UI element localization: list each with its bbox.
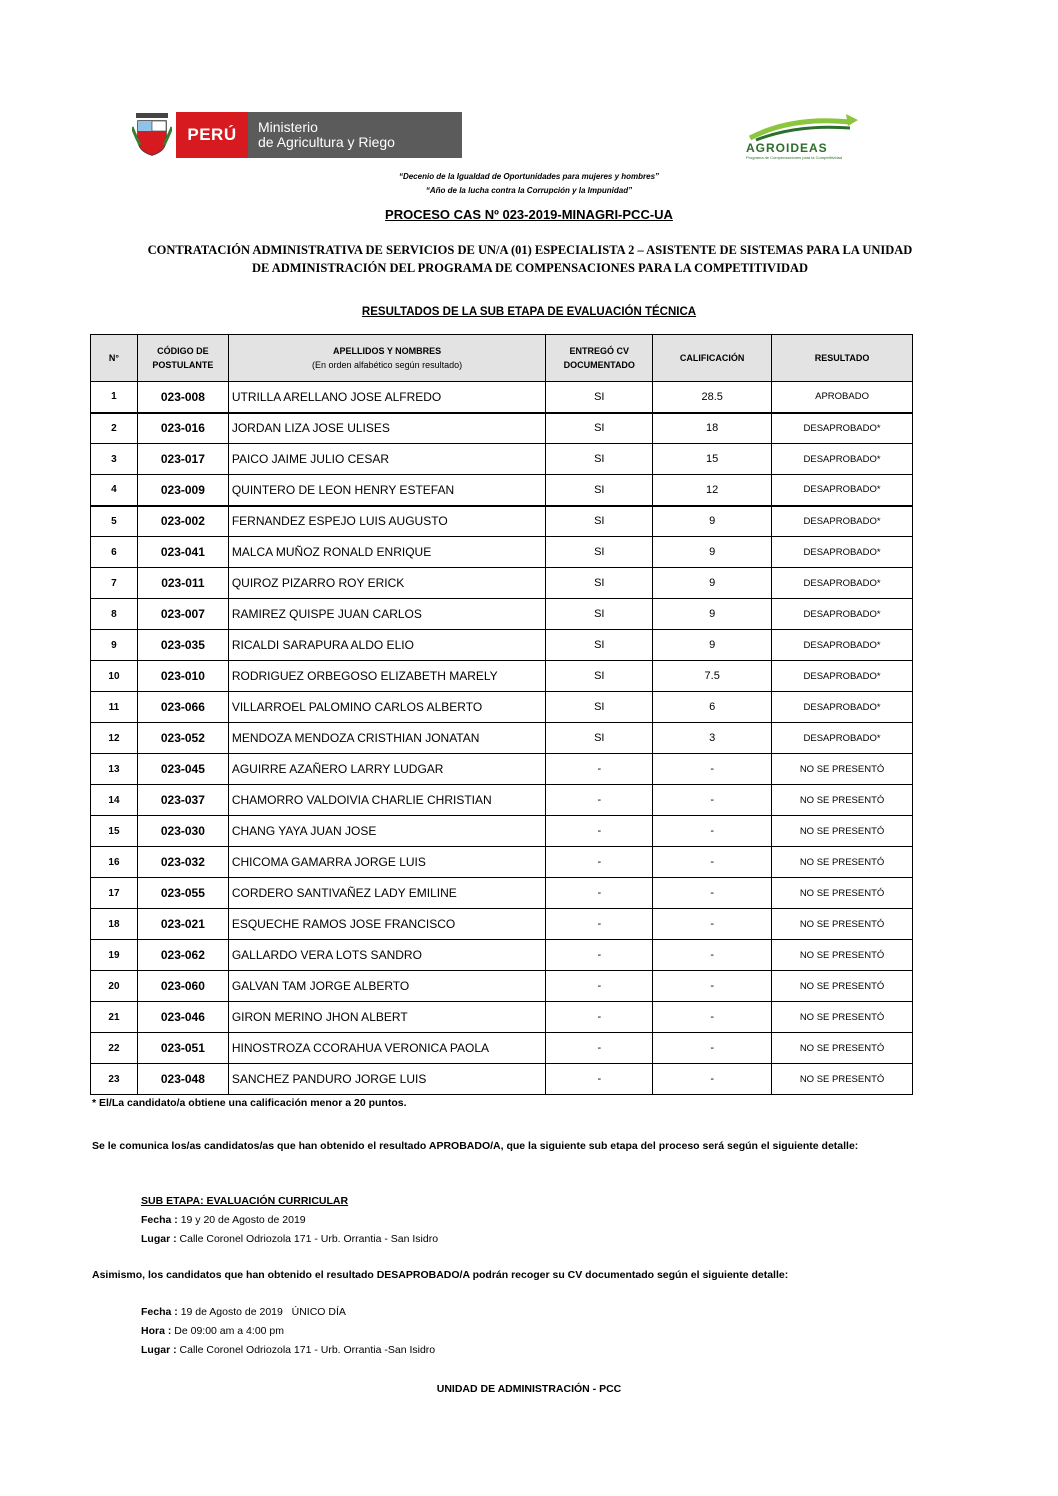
- row-score: -: [653, 940, 772, 971]
- row-name: RODRIGUEZ ORBEGOSO ELIZABETH MARELY: [228, 661, 545, 692]
- footnote: * El/La candidato/a obtiene una calificación menor a 20 puntos.: [92, 1097, 407, 1109]
- header-result: RESULTADO: [772, 335, 913, 382]
- footer-signature: UNIDAD DE ADMINISTRACIÓN - PCC: [436, 1383, 622, 1395]
- table-row: [91, 692, 913, 723]
- process-title: PROCESO CAS Nº 023-2019-MINAGRI-PCC-UA: [385, 207, 673, 222]
- row-result: NO SE PRESENTÓ: [772, 847, 913, 878]
- row-score: -: [653, 1002, 772, 1033]
- row-name: JORDAN LIZA JOSE ULISES: [228, 413, 545, 444]
- table-row: [91, 723, 913, 754]
- row-code: 023-008: [137, 382, 228, 413]
- table-row: [91, 909, 913, 940]
- row-num: 16: [91, 847, 138, 878]
- table-row: [91, 475, 913, 506]
- main-title-line2: DE ADMINISTRACIÓN DEL PROGRAMA DE COMPENSACIONES PARA LA COMPETITIVIDAD: [251, 261, 809, 275]
- agroideas-arrow-icon: [742, 112, 862, 142]
- row-name: PAICO JAIME JULIO CESAR: [228, 444, 545, 475]
- row-num: 20: [91, 971, 138, 1002]
- agroideas-logo: [742, 112, 862, 160]
- row-result: DESAPROBADO*: [772, 475, 913, 506]
- row-num: 1: [91, 382, 138, 413]
- row-num: 18: [91, 909, 138, 940]
- row-name: VILLARROEL PALOMINO CARLOS ALBERTO: [228, 692, 545, 723]
- table-row: [91, 754, 913, 785]
- row-cv: SI: [546, 599, 653, 630]
- row-cv: SI: [546, 630, 653, 661]
- ministry-label: [248, 112, 462, 158]
- row-result: NO SE PRESENTÓ: [772, 754, 913, 785]
- row-code: 023-066: [137, 692, 228, 723]
- header-cv-line1: ENTREGÓ CV: [569, 346, 630, 356]
- row-num: 6: [91, 537, 138, 568]
- row-result: DESAPROBADO*: [772, 661, 913, 692]
- row-cv: -: [546, 909, 653, 940]
- row-score: -: [653, 878, 772, 909]
- agroideas-tagline: Programa de Compensaciones para la Competitividad: [746, 155, 843, 160]
- row-score: 7.5: [653, 661, 772, 692]
- row-score: 9: [653, 599, 772, 630]
- row-code: 023-048: [137, 1064, 228, 1095]
- row-name: FERNANDEZ ESPEJO LUIS AUGUSTO: [228, 506, 545, 537]
- row-cv: SI: [546, 413, 653, 444]
- row-num: 17: [91, 878, 138, 909]
- row-result: DESAPROBADO*: [772, 444, 913, 475]
- row-result: NO SE PRESENTÓ: [772, 909, 913, 940]
- row-name: MENDOZA MENDOZA CRISTHIAN JONATAN: [228, 723, 545, 754]
- row-name: HINOSTROZA CCORAHUA VERONICA PAOLA: [228, 1033, 545, 1064]
- row-code: 023-041: [137, 537, 228, 568]
- table-row: [91, 444, 913, 475]
- next-stage-date: 19 y 20 de Agosto de 2019: [180, 1214, 306, 1226]
- header-code: [137, 335, 228, 382]
- row-num: 19: [91, 940, 138, 971]
- pickup-day: ÚNICO DÍA: [291, 1306, 346, 1318]
- row-name: GALVAN TAM JORGE ALBERTO: [228, 971, 545, 1002]
- row-code: 023-032: [137, 847, 228, 878]
- row-name: UTRILLA ARELLANO JOSE ALFREDO: [228, 382, 545, 413]
- pickup-block: [141, 1303, 435, 1360]
- row-result: NO SE PRESENTÓ: [772, 971, 913, 1002]
- row-result: APROBADO: [772, 382, 913, 413]
- row-code: 023-035: [137, 630, 228, 661]
- row-code: 023-037: [137, 785, 228, 816]
- row-name: MALCA MUÑOZ RONALD ENRIQUE: [228, 537, 545, 568]
- row-cv: SI: [546, 661, 653, 692]
- row-num: 10: [91, 661, 138, 692]
- row-result: NO SE PRESENTÓ: [772, 940, 913, 971]
- row-code: 023-030: [137, 816, 228, 847]
- pickup-time-label: Hora :: [141, 1325, 172, 1337]
- row-cv: -: [546, 785, 653, 816]
- row-cv: -: [546, 816, 653, 847]
- table-row: [91, 785, 913, 816]
- row-num: 3: [91, 444, 138, 475]
- table-row: [91, 413, 913, 444]
- row-score: 28.5: [653, 382, 772, 413]
- row-score: 9: [653, 568, 772, 599]
- year-quote: “Año de la lucha contra la Corrupción y la Impunidad”: [425, 186, 633, 195]
- pickup-place: Calle Coronel Odriozola 171 - Urb. Orrantia -San Isidro: [179, 1344, 436, 1356]
- row-num: 7: [91, 568, 138, 599]
- row-name: AGUIRRE AZAÑERO LARRY LUDGAR: [228, 754, 545, 785]
- row-score: 6: [653, 692, 772, 723]
- row-code: 023-051: [137, 1033, 228, 1064]
- table-row: [91, 506, 913, 537]
- table-row: [91, 971, 913, 1002]
- row-cv: -: [546, 940, 653, 971]
- row-code: 023-045: [137, 754, 228, 785]
- pickup-date: 19 de Agosto de 2019: [180, 1306, 283, 1318]
- table-row: [91, 568, 913, 599]
- row-score: -: [653, 1033, 772, 1064]
- row-name: QUINTERO DE LEON HENRY ESTEFAN: [228, 475, 545, 506]
- section-title: RESULTADOS DE LA SUB ETAPA DE EVALUACIÓN TÉCNICA: [361, 306, 697, 318]
- approved-paragraph: Se le comunica los/as candidatos/as que han obtenido el resultado APROBADO/A, que la siguiente sub etapa del proceso será según el siguiente detalle:: [92, 1140, 859, 1152]
- row-score: -: [653, 785, 772, 816]
- row-num: 23: [91, 1064, 138, 1095]
- table-row: [91, 816, 913, 847]
- header-cv: [546, 335, 653, 382]
- row-cv: -: [546, 878, 653, 909]
- disapproved-paragraph: Asimismo, los candidatos que han obtenido el resultado DESAPROBADO/A podrán recoger su CV documentado según el siguiente detalle:: [92, 1269, 789, 1281]
- row-score: -: [653, 971, 772, 1002]
- row-code: 023-017: [137, 444, 228, 475]
- table-row: [91, 940, 913, 971]
- next-stage-block: [141, 1192, 438, 1249]
- row-cv: SI: [546, 537, 653, 568]
- results-body: [91, 382, 913, 1095]
- row-cv: SI: [546, 692, 653, 723]
- row-score: -: [653, 816, 772, 847]
- header-code-line2: POSTULANTE: [152, 360, 214, 370]
- row-code: 023-052: [137, 723, 228, 754]
- decade-quote: “Decenio de la Igualdad de Oportunidades para mujeres y hombres”: [398, 172, 660, 181]
- row-name: SANCHEZ PANDURO JORGE LUIS: [228, 1064, 545, 1095]
- pickup-time: De 09:00 am a 4:00 pm: [174, 1325, 284, 1337]
- row-result: NO SE PRESENTÓ: [772, 1033, 913, 1064]
- peru-label: PERÚ: [176, 112, 248, 158]
- row-score: 9: [653, 630, 772, 661]
- row-code: 023-009: [137, 475, 228, 506]
- row-name: GALLARDO VERA LOTS SANDRO: [228, 940, 545, 971]
- row-num: 9: [91, 630, 138, 661]
- ministry-line1: Ministerio: [258, 119, 318, 135]
- row-num: 14: [91, 785, 138, 816]
- row-score: 9: [653, 537, 772, 568]
- next-stage-place: Calle Coronel Odriozola 171 - Urb. Orrantia - San Isidro: [179, 1233, 439, 1245]
- table-row: [91, 537, 913, 568]
- row-cv: SI: [546, 444, 653, 475]
- row-code: 023-016: [137, 413, 228, 444]
- row-code: 023-002: [137, 506, 228, 537]
- row-cv: SI: [546, 475, 653, 506]
- row-num: 8: [91, 599, 138, 630]
- table-row: [91, 878, 913, 909]
- row-num: 2: [91, 413, 138, 444]
- table-row: [91, 847, 913, 878]
- table-row: [91, 1064, 913, 1095]
- row-result: NO SE PRESENTÓ: [772, 816, 913, 847]
- row-name: CHANG YAYA JUAN JOSE: [228, 816, 545, 847]
- row-name: CORDERO SANTIVAÑEZ LADY EMILINE: [228, 878, 545, 909]
- header-name: [228, 335, 545, 382]
- row-score: 12: [653, 475, 772, 506]
- main-title: [80, 241, 980, 277]
- header-code-line1: CÓDIGO DE: [157, 346, 209, 356]
- table-row: [91, 661, 913, 692]
- row-score: -: [653, 754, 772, 785]
- table-row: [91, 630, 913, 661]
- row-name: ESQUECHE RAMOS JOSE FRANCISCO: [228, 909, 545, 940]
- row-name: QUIROZ PIZARRO ROY ERICK: [228, 568, 545, 599]
- row-result: DESAPROBADO*: [772, 723, 913, 754]
- row-num: 5: [91, 506, 138, 537]
- pickup-date-label: Fecha :: [141, 1306, 178, 1318]
- row-name: RICALDI SARAPURA ALDO ELIO: [228, 630, 545, 661]
- row-cv: -: [546, 1064, 653, 1095]
- row-name: RAMIREZ QUISPE JUAN CARLOS: [228, 599, 545, 630]
- row-cv: -: [546, 971, 653, 1002]
- row-result: DESAPROBADO*: [772, 537, 913, 568]
- row-result: DESAPROBADO*: [772, 692, 913, 723]
- row-code: 023-062: [137, 940, 228, 971]
- row-num: 22: [91, 1033, 138, 1064]
- row-cv: -: [546, 754, 653, 785]
- row-score: 3: [653, 723, 772, 754]
- row-num: 15: [91, 816, 138, 847]
- agroideas-name: AGROIDEAS: [746, 141, 828, 155]
- row-cv: SI: [546, 382, 653, 413]
- row-code: 023-021: [137, 909, 228, 940]
- header-score: CALIFICACIÓN: [653, 335, 772, 382]
- row-score: 9: [653, 506, 772, 537]
- row-cv: SI: [546, 568, 653, 599]
- row-cv: SI: [546, 506, 653, 537]
- row-code: 023-055: [137, 878, 228, 909]
- main-title-line1: CONTRATACIÓN ADMINISTRATIVA DE SERVICIOS DE UN/A (01) ESPECIALISTA 2 – ASISTENTE DE SISTEMAS PARA LA UNIDAD: [147, 243, 913, 257]
- row-name: CHAMORRO VALDOIVIA CHARLIE CHRISTIAN: [228, 785, 545, 816]
- row-num: 4: [91, 475, 138, 506]
- row-result: DESAPROBADO*: [772, 506, 913, 537]
- row-code: 023-010: [137, 661, 228, 692]
- row-num: 13: [91, 754, 138, 785]
- row-result: DESAPROBADO*: [772, 568, 913, 599]
- table-row: [91, 1033, 913, 1064]
- row-cv: SI: [546, 723, 653, 754]
- header-name-line2: (En orden alfabético según resultado): [312, 360, 463, 370]
- table-row: [91, 599, 913, 630]
- row-cv: -: [546, 1002, 653, 1033]
- row-result: DESAPROBADO*: [772, 599, 913, 630]
- row-score: 15: [653, 444, 772, 475]
- row-result: NO SE PRESENTÓ: [772, 1064, 913, 1095]
- row-code: 023-060: [137, 971, 228, 1002]
- next-stage-date-label: Fecha :: [141, 1214, 178, 1226]
- row-code: 023-011: [137, 568, 228, 599]
- row-score: -: [653, 909, 772, 940]
- row-num: 11: [91, 692, 138, 723]
- minagri-logo: [128, 112, 462, 158]
- peru-coat-of-arms-icon: [128, 112, 176, 158]
- header-name-line1: APELLIDOS Y NOMBRES: [332, 346, 442, 356]
- row-num: 12: [91, 723, 138, 754]
- row-cv: -: [546, 847, 653, 878]
- pickup-place-label: Lugar :: [141, 1344, 177, 1356]
- table-row: [91, 382, 913, 413]
- row-result: NO SE PRESENTÓ: [772, 1002, 913, 1033]
- row-result: NO SE PRESENTÓ: [772, 878, 913, 909]
- row-result: NO SE PRESENTÓ: [772, 785, 913, 816]
- row-score: -: [653, 1064, 772, 1095]
- row-code: 023-046: [137, 1002, 228, 1033]
- row-score: 18: [653, 413, 772, 444]
- row-name: CHICOMA GAMARRA JORGE LUIS: [228, 847, 545, 878]
- row-result: DESAPROBADO*: [772, 630, 913, 661]
- header-num: N°: [91, 335, 138, 382]
- row-code: 023-007: [137, 599, 228, 630]
- row-score: -: [653, 847, 772, 878]
- next-stage-title: SUB ETAPA: EVALUACIÓN CURRICULAR: [141, 1195, 349, 1207]
- row-num: 21: [91, 1002, 138, 1033]
- results-table: [90, 334, 913, 1095]
- row-cv: -: [546, 1033, 653, 1064]
- table-header-row: [91, 335, 913, 382]
- row-name: GIRON MERINO JHON ALBERT: [228, 1002, 545, 1033]
- header-cv-line2: DOCUMENTADO: [563, 360, 635, 370]
- table-row: [91, 1002, 913, 1033]
- ministry-line2: de Agricultura y Riego: [258, 134, 395, 150]
- next-stage-place-label: Lugar :: [141, 1233, 177, 1245]
- row-result: DESAPROBADO*: [772, 413, 913, 444]
